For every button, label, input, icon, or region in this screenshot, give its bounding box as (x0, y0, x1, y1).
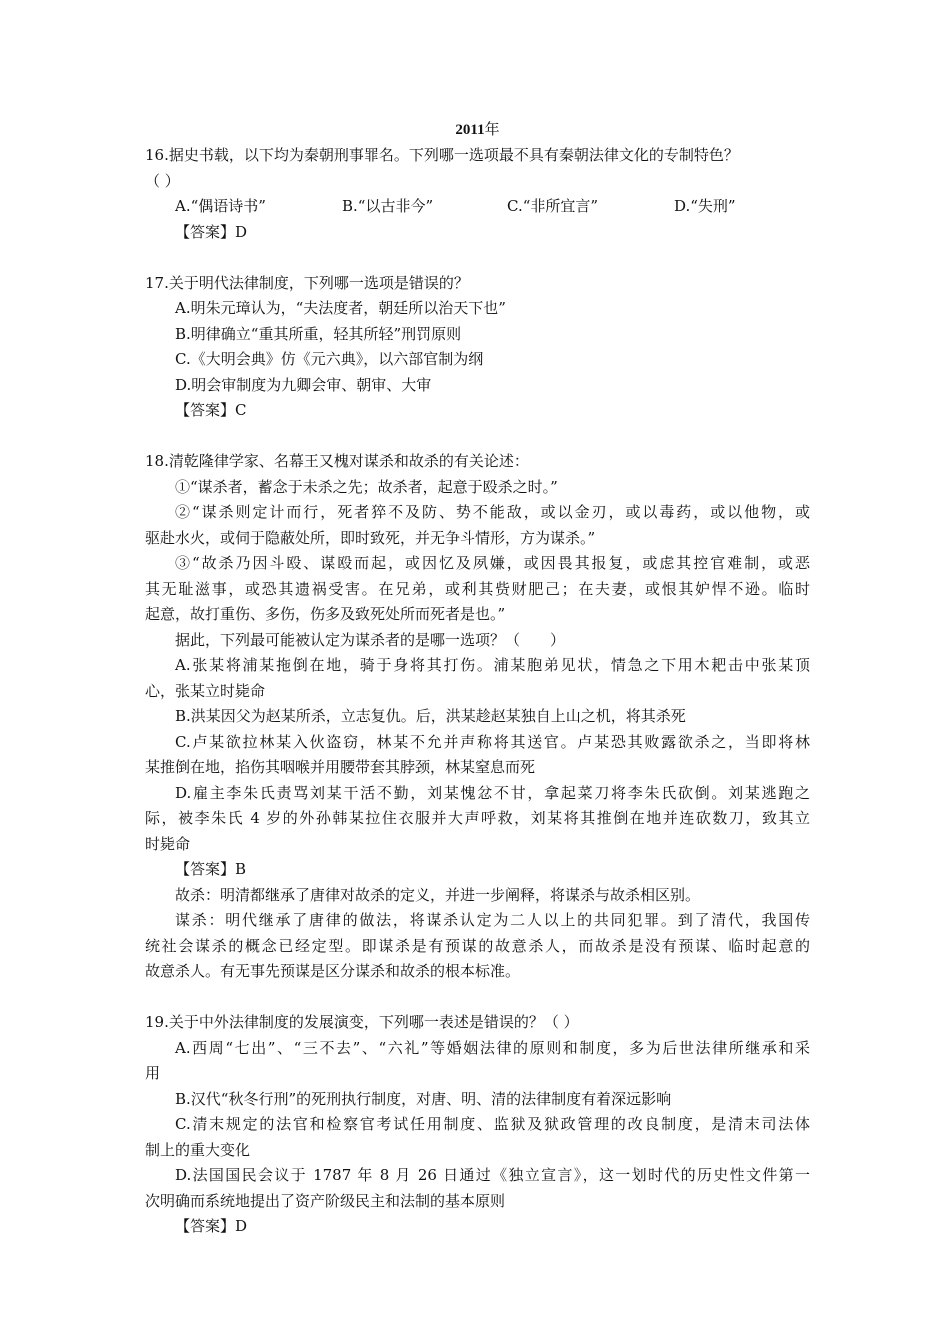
q16-option-b: B.“以古非今” (342, 197, 434, 215)
q16-answer: 【答案】D (175, 222, 248, 241)
q18-quote-3-line-2: 其无耻滋事，或恐其遗祸受害。在兄弟，或利其赀财肥己；在夫妻，或恨其妒悍不逊。临时 (145, 579, 810, 598)
q18-option-d-line-3: 时毙命 (145, 834, 191, 853)
document-page (145, 115, 810, 1240)
spacer (145, 985, 810, 1011)
q17-stem: 17.关于明代法律制度，下列哪一选项是错误的？ (145, 273, 469, 292)
q16-option-a: A.“偶语诗书” (175, 197, 266, 215)
spacer (145, 424, 810, 450)
q18-answer: 【答案】B (175, 860, 247, 878)
q18-quote-3-line-3: 起意，故打重伤、多伤，伤多及致死处所而死者是也。” (145, 605, 506, 623)
q19-stem: 19.关于中外法律制度的发展演变，下列哪一表述是错误的？（ ） (145, 1013, 579, 1031)
q19-option-d-line-1: D.法国国民会议于 1787 年 8 月 26 日通过《独立宣言》，这一划时代的历史性文件第一 (175, 1166, 810, 1184)
q18-explanation-1: 故杀：明清都继承了唐律对故杀的定义，并进一步阐释，将谋杀与故杀相区别。 (175, 885, 701, 904)
q18-option-d-line-1: D.雇主李朱氏责骂刘某干活不勤，刘某愧忿不甘，拿起菜刀将李朱氏砍倒。刘某逃跑之 (175, 783, 810, 802)
q18-explanation-2-line-3: 故意杀人。有无事先预谋是区分谋杀和故杀的根本标准。 (145, 962, 521, 980)
q18-option-c-line-2: 某推倒在地，掐伤其咽喉并用腰带套其脖颈，林某窒息而死 (145, 758, 536, 776)
q18-quote-3-line-1: ③“故杀乃因斗殴、谋殴而起，或因忆及夙嫌，或因畏其报复，或虑其控官难制，或恶 (175, 554, 810, 572)
q17-option-a: A.明朱元璋认为，“夫法度者，朝廷所以治天下也” (175, 299, 506, 317)
q19-option-c-line-2: 制上的重大变化 (145, 1140, 251, 1159)
q19-option-b: B.汉代“秋冬行刑”的死刑执行制度，对唐、明、清的法律制度有着深远影响 (175, 1089, 672, 1108)
year-unit: 年 (484, 120, 500, 138)
spacer (145, 245, 810, 271)
q18-explanation-2-line-2: 统社会谋杀的概念已经定型。即谋杀是有预谋的故意杀人，而故杀是没有预谋、临时起意的 (145, 936, 810, 955)
q18-option-b: B.洪某因父为赵某所杀，立志复仇。后，洪某趁赵某独自上山之机，将其杀死 (175, 707, 686, 725)
q19-option-c-line-1: C.清末规定的法官和检察官考试任用制度、监狱及狱政管理的改良制度，是清末司法体 (175, 1115, 810, 1133)
q18-option-a-line-2: 心，张某立时毙命 (145, 681, 266, 700)
q17-option-b: B.明律确立“重其所重，轻其所轻”刑罚原则 (175, 324, 462, 343)
q18-quote-2-line-1: ②“谋杀则定计而行，死者猝不及防、势不能敌，或以金刃，或以毒药，或以他物，或 (175, 503, 810, 521)
q18-question: 据此，下列最可能被认定为谋杀者的是哪一选项？（ ） (175, 630, 566, 649)
q18-stem: 18.清乾隆律学家、名幕王又槐对谋杀和故杀的有关论述： (145, 452, 529, 470)
year-heading (145, 115, 810, 143)
q18-option-c-line-1: C.卢某欲拉林某入伙盗窃，林某不允并声称将其送官。卢某恐其败露欲杀之，当即将林 (175, 732, 810, 751)
q18-option-a-line-1: A.张某将浦某拖倒在地，骑于身将其打伤。浦某胞弟见状，情急之下用木耙击中张某顶 (175, 656, 810, 674)
q16-stem: 16.据史书载，以下均为秦朝刑事罪名。下列哪一选项最不具有秦朝法律文化的专制特色？ (145, 146, 739, 164)
q18-option-d-line-2: 际，被李朱氏 4 岁的外孙韩某拉住衣服并大声呼救，刘某将其推倒在地并连砍数刀，致其立 (145, 809, 810, 827)
q19-option-a-line-2: 用 (145, 1064, 161, 1082)
q19-option-d-line-2: 次明确而系统地提出了资产阶级民主和法制的基本原则 (145, 1191, 506, 1210)
year-number: 2011 (455, 122, 485, 138)
q16-option-d: D.“失刑” (674, 197, 736, 215)
q17-option-c: C.《大明会典》仿《元六典》，以六部官制为纲 (175, 350, 484, 368)
q18-quote-1: ①“谋杀者，蓄念于未杀之先；故杀者，起意于殴杀之时。” (175, 477, 558, 496)
q17-option-d: D.明会审制度为九卿会审、朝审、大审 (175, 375, 432, 394)
q16-blank: （ ） (145, 171, 180, 190)
q17-answer: 【答案】C (175, 401, 247, 419)
q16-option-c: C.“非所宜言” (507, 197, 599, 215)
q19-option-a-line-1: A.西周“七出”、“三不去”、“六礼”等婚姻法律的原则和制度，多为后世法律所继承和采 (175, 1038, 810, 1057)
q19-answer: 【答案】D (175, 1217, 248, 1235)
q18-quote-2-line-2: 驱赴水火，或伺于隐蔽处所，即时致死，并无争斗情形，方为谋杀。” (145, 528, 596, 547)
q16-options (145, 194, 810, 220)
q18-explanation-2-line-1: 谋杀：明代继承了唐律的做法，将谋杀认定为二人以上的共同犯罪。到了清代，我国传 (175, 911, 810, 929)
